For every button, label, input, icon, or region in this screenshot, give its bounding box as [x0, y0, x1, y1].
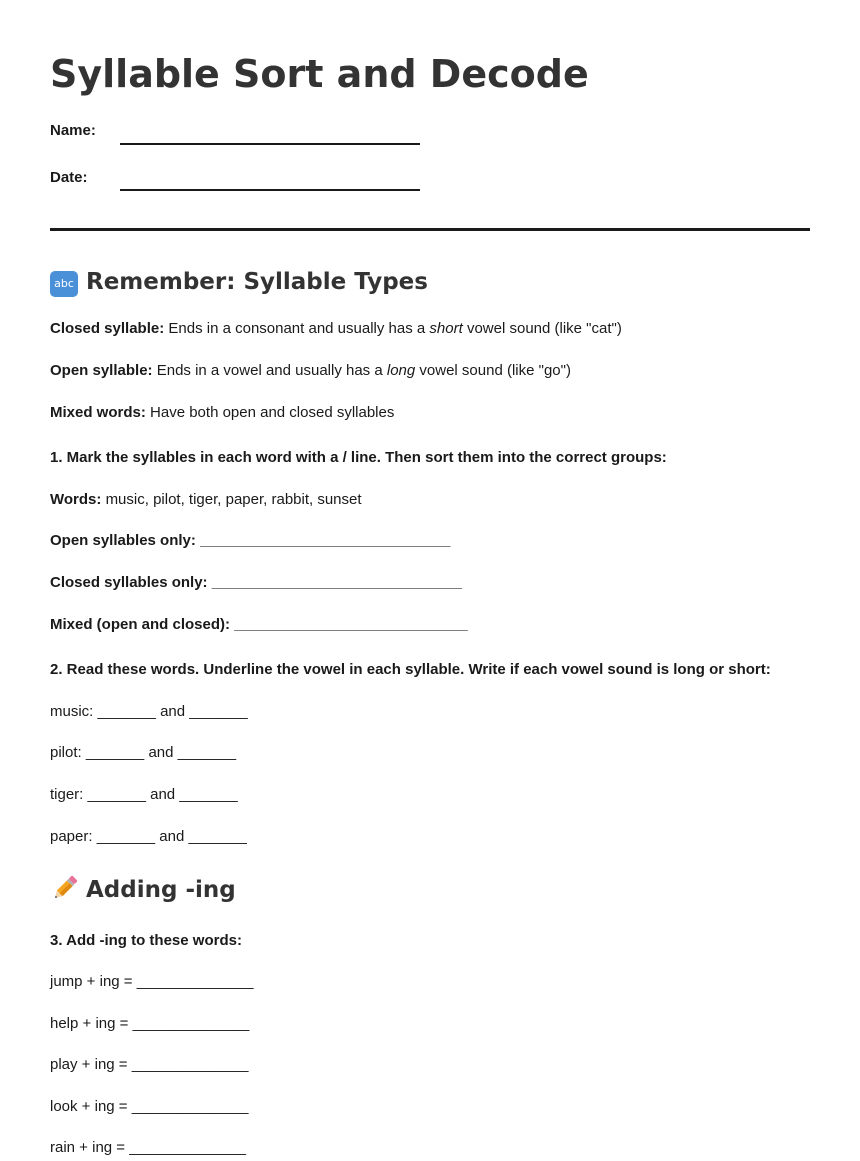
vowel-blank[interactable]: _______	[85, 744, 145, 761]
name-label: Name:	[50, 122, 96, 139]
ing-blank[interactable]: ______________	[132, 1015, 250, 1032]
ing-expression: play + ing =	[50, 1056, 128, 1073]
section-heading-syllable-types	[50, 267, 428, 297]
vowel-row	[50, 785, 238, 805]
vowel-word: paper:	[50, 828, 93, 845]
open-syllables-answer	[50, 531, 450, 551]
mixed-words-definition	[50, 403, 394, 423]
page-title: Syllable Sort and Decode	[50, 52, 589, 96]
ing-blank[interactable]: ______________	[131, 1056, 249, 1073]
section-heading-adding-ing	[50, 873, 236, 905]
vowel-and: and	[148, 744, 174, 761]
vowel-blank[interactable]: _______	[87, 786, 146, 803]
answer-blank[interactable]: ____________________________	[234, 616, 468, 633]
definition-label: Closed syllable:	[50, 320, 165, 337]
question-3-prompt: 3. Add -ing to these words:	[50, 932, 242, 949]
vowel-word: tiger:	[50, 786, 84, 803]
definition-text: Ends in a vowel and usually has a	[156, 362, 383, 379]
ing-row	[50, 972, 254, 992]
definition-label: Open syllable:	[50, 362, 153, 379]
vowel-blank[interactable]: _______	[96, 828, 156, 845]
answer-label: Mixed (open and closed):	[50, 616, 231, 633]
definition-text: Have both open and closed syllables	[150, 404, 395, 421]
open-syllable-definition	[50, 361, 571, 381]
question-1-prompt: 1. Mark the syllables in each word with a / line. Then sort them into the correct groups:	[50, 449, 667, 466]
ing-row	[50, 1055, 249, 1075]
ing-row	[50, 1097, 249, 1117]
closed-syllable-definition	[50, 319, 622, 339]
mixed-syllables-answer	[50, 615, 468, 635]
vowel-and: and	[160, 703, 186, 720]
vowel-row	[50, 702, 248, 722]
definition-label: Mixed words:	[50, 404, 146, 421]
vowel-word: music:	[50, 703, 94, 720]
answer-blank[interactable]: ______________________________	[211, 574, 463, 591]
definition-emphasis: long	[386, 362, 416, 379]
ing-expression: jump + ing =	[50, 973, 133, 990]
vowel-word: pilot:	[50, 744, 82, 761]
ing-blank[interactable]: ______________	[129, 1139, 247, 1156]
vowel-row	[50, 743, 236, 763]
vowel-blank[interactable]: _______	[97, 703, 156, 720]
definition-emphasis: short	[429, 320, 463, 337]
word-list-label: Words:	[50, 491, 102, 508]
definition-text: vowel sound (like "go")	[419, 362, 571, 379]
vowel-blank[interactable]: _______	[179, 786, 238, 803]
vowel-blank[interactable]: _______	[189, 703, 248, 720]
section-heading-text: Remember: Syllable Types	[86, 269, 428, 295]
answer-label: Open syllables only:	[50, 532, 196, 549]
ing-blank[interactable]: ______________	[136, 973, 254, 990]
vowel-and: and	[159, 828, 185, 845]
answer-label: Closed syllables only:	[50, 574, 208, 591]
vowel-blank[interactable]: _______	[177, 744, 237, 761]
ing-row	[50, 1014, 249, 1034]
ing-row	[50, 1138, 246, 1158]
ing-blank[interactable]: ______________	[131, 1098, 249, 1115]
ing-expression: look + ing =	[50, 1098, 128, 1115]
word-list	[50, 490, 362, 510]
definition-text: Ends in a consonant and usually has a	[168, 320, 426, 337]
closed-syllables-answer	[50, 573, 462, 593]
abc-icon: abc	[50, 271, 78, 297]
date-field[interactable]	[120, 189, 420, 191]
section-divider	[50, 228, 810, 231]
vowel-row	[50, 827, 247, 847]
name-field[interactable]	[120, 143, 420, 145]
vowel-blank[interactable]: _______	[188, 828, 247, 845]
definition-text: vowel sound (like "cat")	[466, 320, 622, 337]
answer-blank[interactable]: ______________________________	[200, 532, 451, 549]
pencil-icon	[50, 873, 80, 903]
vowel-and: and	[150, 786, 176, 803]
word-list-text: music, pilot, tiger, paper, rabbit, sunset	[105, 491, 362, 508]
date-label: Date:	[50, 169, 88, 186]
ing-expression: help + ing =	[50, 1015, 129, 1032]
section-heading-text: Adding -ing	[86, 877, 236, 903]
ing-expression: rain + ing =	[50, 1139, 126, 1156]
question-2-prompt: 2. Read these words. Underline the vowel in each syllable. Write if each vowel sound is long or short:	[50, 661, 771, 678]
